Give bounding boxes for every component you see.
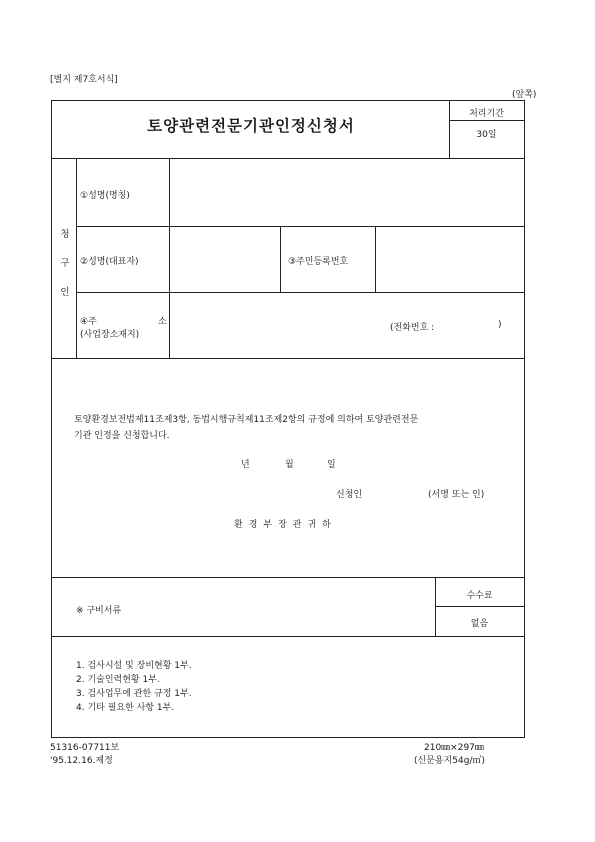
applicant-column-divider — [76, 158, 77, 358]
required-documents-label: ※ 구비서류 — [76, 606, 122, 616]
name-field[interactable] — [171, 160, 523, 224]
row2-line — [76, 292, 524, 293]
processing-divider — [449, 120, 524, 121]
footer-date: '95.12.16.제정 — [50, 756, 113, 766]
fee-divider — [435, 606, 524, 607]
document-item-4: 4. 기타 필요한 사항 1부. — [76, 703, 175, 713]
fee-label: 수수료 — [466, 591, 493, 601]
page-side-label: (앞쪽) — [512, 90, 537, 100]
phone-close: ) — [498, 320, 502, 330]
title-bottom-line — [52, 158, 524, 159]
statement-line-2: 기관 인정을 신청합니다. — [74, 431, 170, 441]
sign-or-seal-label: (서명 또는 인) — [428, 490, 485, 500]
name-label: ①성명(명칭) — [80, 191, 130, 201]
processing-label: 처리기간 — [469, 109, 504, 119]
rep-id-divider-1 — [280, 226, 281, 292]
signature-field[interactable] — [372, 482, 426, 500]
footer-code: 51316-07711보 — [50, 743, 120, 753]
address-field[interactable] — [171, 294, 523, 356]
representative-field[interactable] — [171, 228, 278, 290]
address-label-workplace: (사업장소재지) — [80, 330, 140, 340]
applicant-label-char-2: 구 — [60, 258, 70, 269]
rep-id-divider-2 — [375, 226, 376, 292]
date-day: 일 — [327, 460, 336, 470]
footer-paper-size: 210㎜×297㎜ — [424, 743, 484, 753]
phone-label: (전화번호 : — [390, 323, 435, 333]
representative-label: ②성명(대표자) — [80, 257, 139, 267]
date-month: 월 — [285, 460, 294, 470]
address-label-b: 소 — [158, 317, 167, 327]
documents-divider — [52, 636, 524, 637]
form-title: 토양관련전문기관인정신청서 — [147, 117, 355, 135]
applicant-label-char-1: 청 — [60, 229, 70, 240]
row1-line — [76, 226, 524, 227]
applicant-label-char-3: 인 — [60, 287, 70, 298]
resident-id-label: ③주민등록번호 — [288, 257, 349, 267]
applicant-bottom-line — [52, 358, 524, 359]
form-number: [별지 제7호서식] — [50, 75, 118, 85]
address-label-a: ④주 — [80, 317, 97, 327]
document-item-3: 3. 검사업무에 관한 규정 1부. — [76, 689, 192, 699]
footer-paper-type: (신문용지54g/㎡) — [414, 756, 485, 766]
date-year: 년 — [241, 460, 250, 470]
addressee: 환경부장관귀하 — [234, 520, 337, 530]
document-item-2: 2. 기술인력현황 1부. — [76, 675, 160, 685]
applicant-sign-label: 신청인 — [336, 490, 363, 500]
fee-value: 없음 — [470, 619, 489, 629]
statement-line-1: 토양환경보전법제11조제3항, 동법시행규칙제11조제2항의 규정에 의하여 토양관련전문 — [74, 415, 419, 425]
label-column-divider — [169, 158, 170, 358]
document-item-1: 1. 검사시설 및 장비현황 1부. — [76, 661, 192, 671]
processing-value: 30일 — [476, 130, 497, 140]
body-bottom-line — [52, 577, 524, 578]
resident-id-field[interactable] — [377, 228, 523, 290]
